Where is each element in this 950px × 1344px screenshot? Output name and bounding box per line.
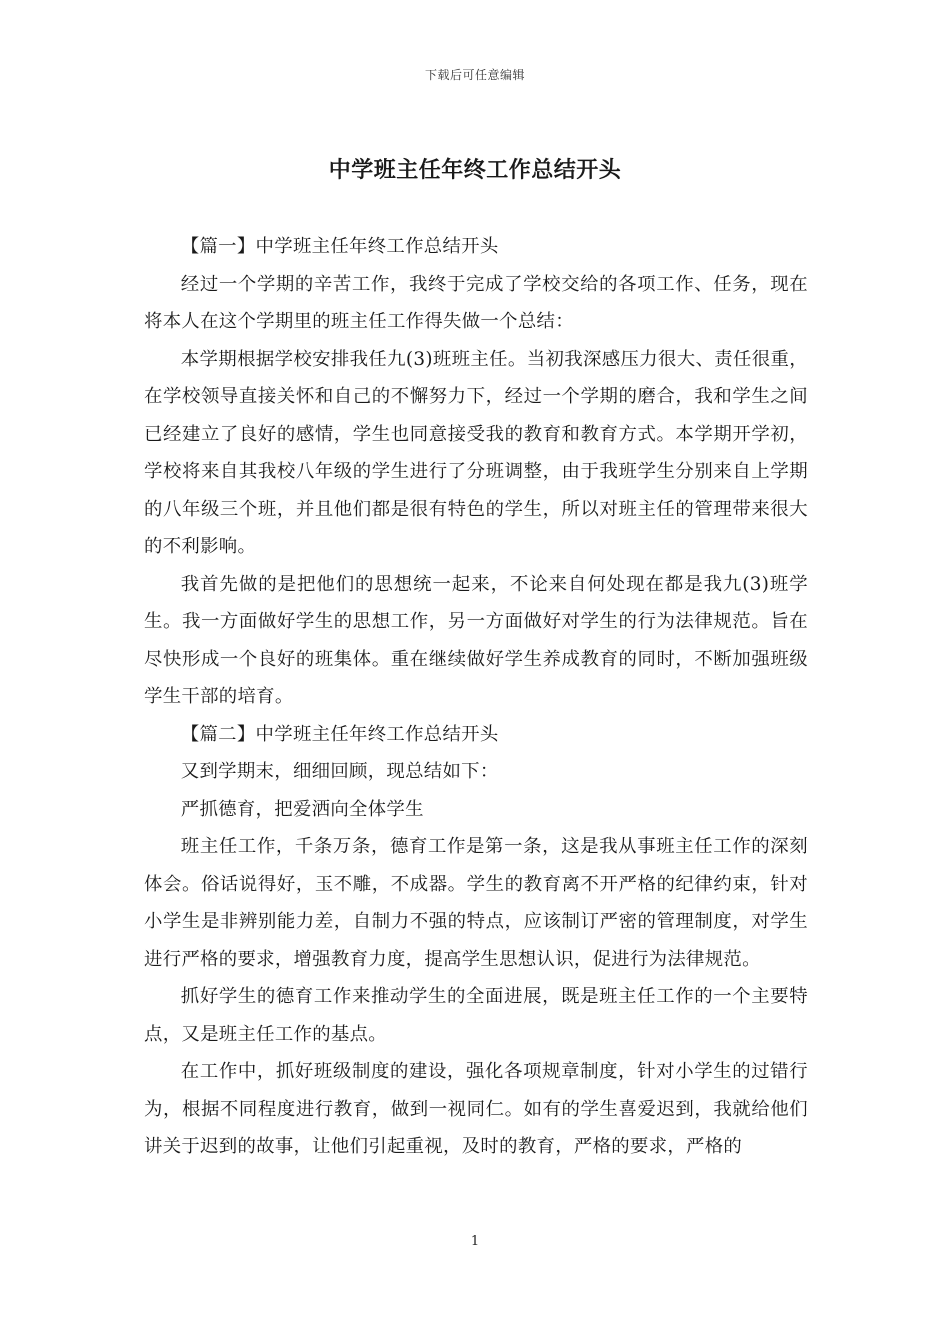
- paragraph-class-assignment: 本学期根据学校安排我任九(3)班班主任。当初我深感压力很大、责任很重，在学校领导直接关怀和自己的不懈努力下，经过一个学期的磨合，我和学生之间已经建立了良好的感情，学生也同意接受我的教育和教育方式。本学期开学初，学校将来自其我校八年级的学生进行了分班调整，由于我班学生分别来自上学期的八年级三个班，并且他们都是很有特色的学生，所以对班主任的管理带来很大的不利影响。: [144, 348, 808, 557]
- paragraph-moral-basis: 抓好学生的德育工作来推动学生的全面进展，既是班主任工作的一个主要特点，又是班主任工作的基点。: [144, 986, 808, 1045]
- section-heading-1: 【篇一】中学班主任年终工作总结开头: [180, 236, 499, 257]
- document-body: [144, 228, 808, 1166]
- document-title: 中学班主任年终工作总结开头: [328, 157, 622, 183]
- section-heading-2: 【篇二】中学班主任年终工作总结开头: [180, 723, 499, 745]
- paragraph-moral-first: 班主任工作，千条万条，德育工作是第一条，这是我从事班主任工作的深刻体会。俗话说得好，玉不雕，不成器。学生的教育离不开严格的纪律约束，针对小学生是非辨别能力差，自制力不强的特点，应该制订严密的管理制度，对学生进行严格的要求，增强教育力度，提高学生思想认识，促进行为法律规范。: [144, 836, 808, 970]
- paragraph-unify-thinking: 我首先做的是把他们的思想统一起来，不论来自何处现在都是我九(3)班学生。我一方面做好学生的思想工作，另一方面做好对学生的行为法律规范。旨在尽快形成一个良好的班集体。重在继续做好学生养成教育的同时，不断加强班级学生干部的培育。: [144, 573, 808, 707]
- subheading-moral-education: 严抓德育，把爱洒向全体学生: [180, 798, 424, 820]
- paragraph-intro: 经过一个学期的辛苦工作，我终于完成了学校交给的各项工作、任务，现在将本人在这个学期里的班主任工作得失做一个总结：: [144, 273, 808, 332]
- paragraph-term-end: 又到学期末，细细回顾，现总结如下：: [180, 761, 499, 782]
- paragraph-class-rules: 在工作中，抓好班级制度的建设，强化各项规章制度，针对小学生的过错行为，根据不同程度进行教育，做到一视同仁。如有的学生喜爱迟到，我就给他们讲关于迟到的故事，让他们引起重视，及时的教育，严格的要求，严格的: [144, 1061, 808, 1157]
- page-number: 1: [470, 1234, 480, 1249]
- page-header-note: 下载后可任意编辑: [424, 68, 525, 82]
